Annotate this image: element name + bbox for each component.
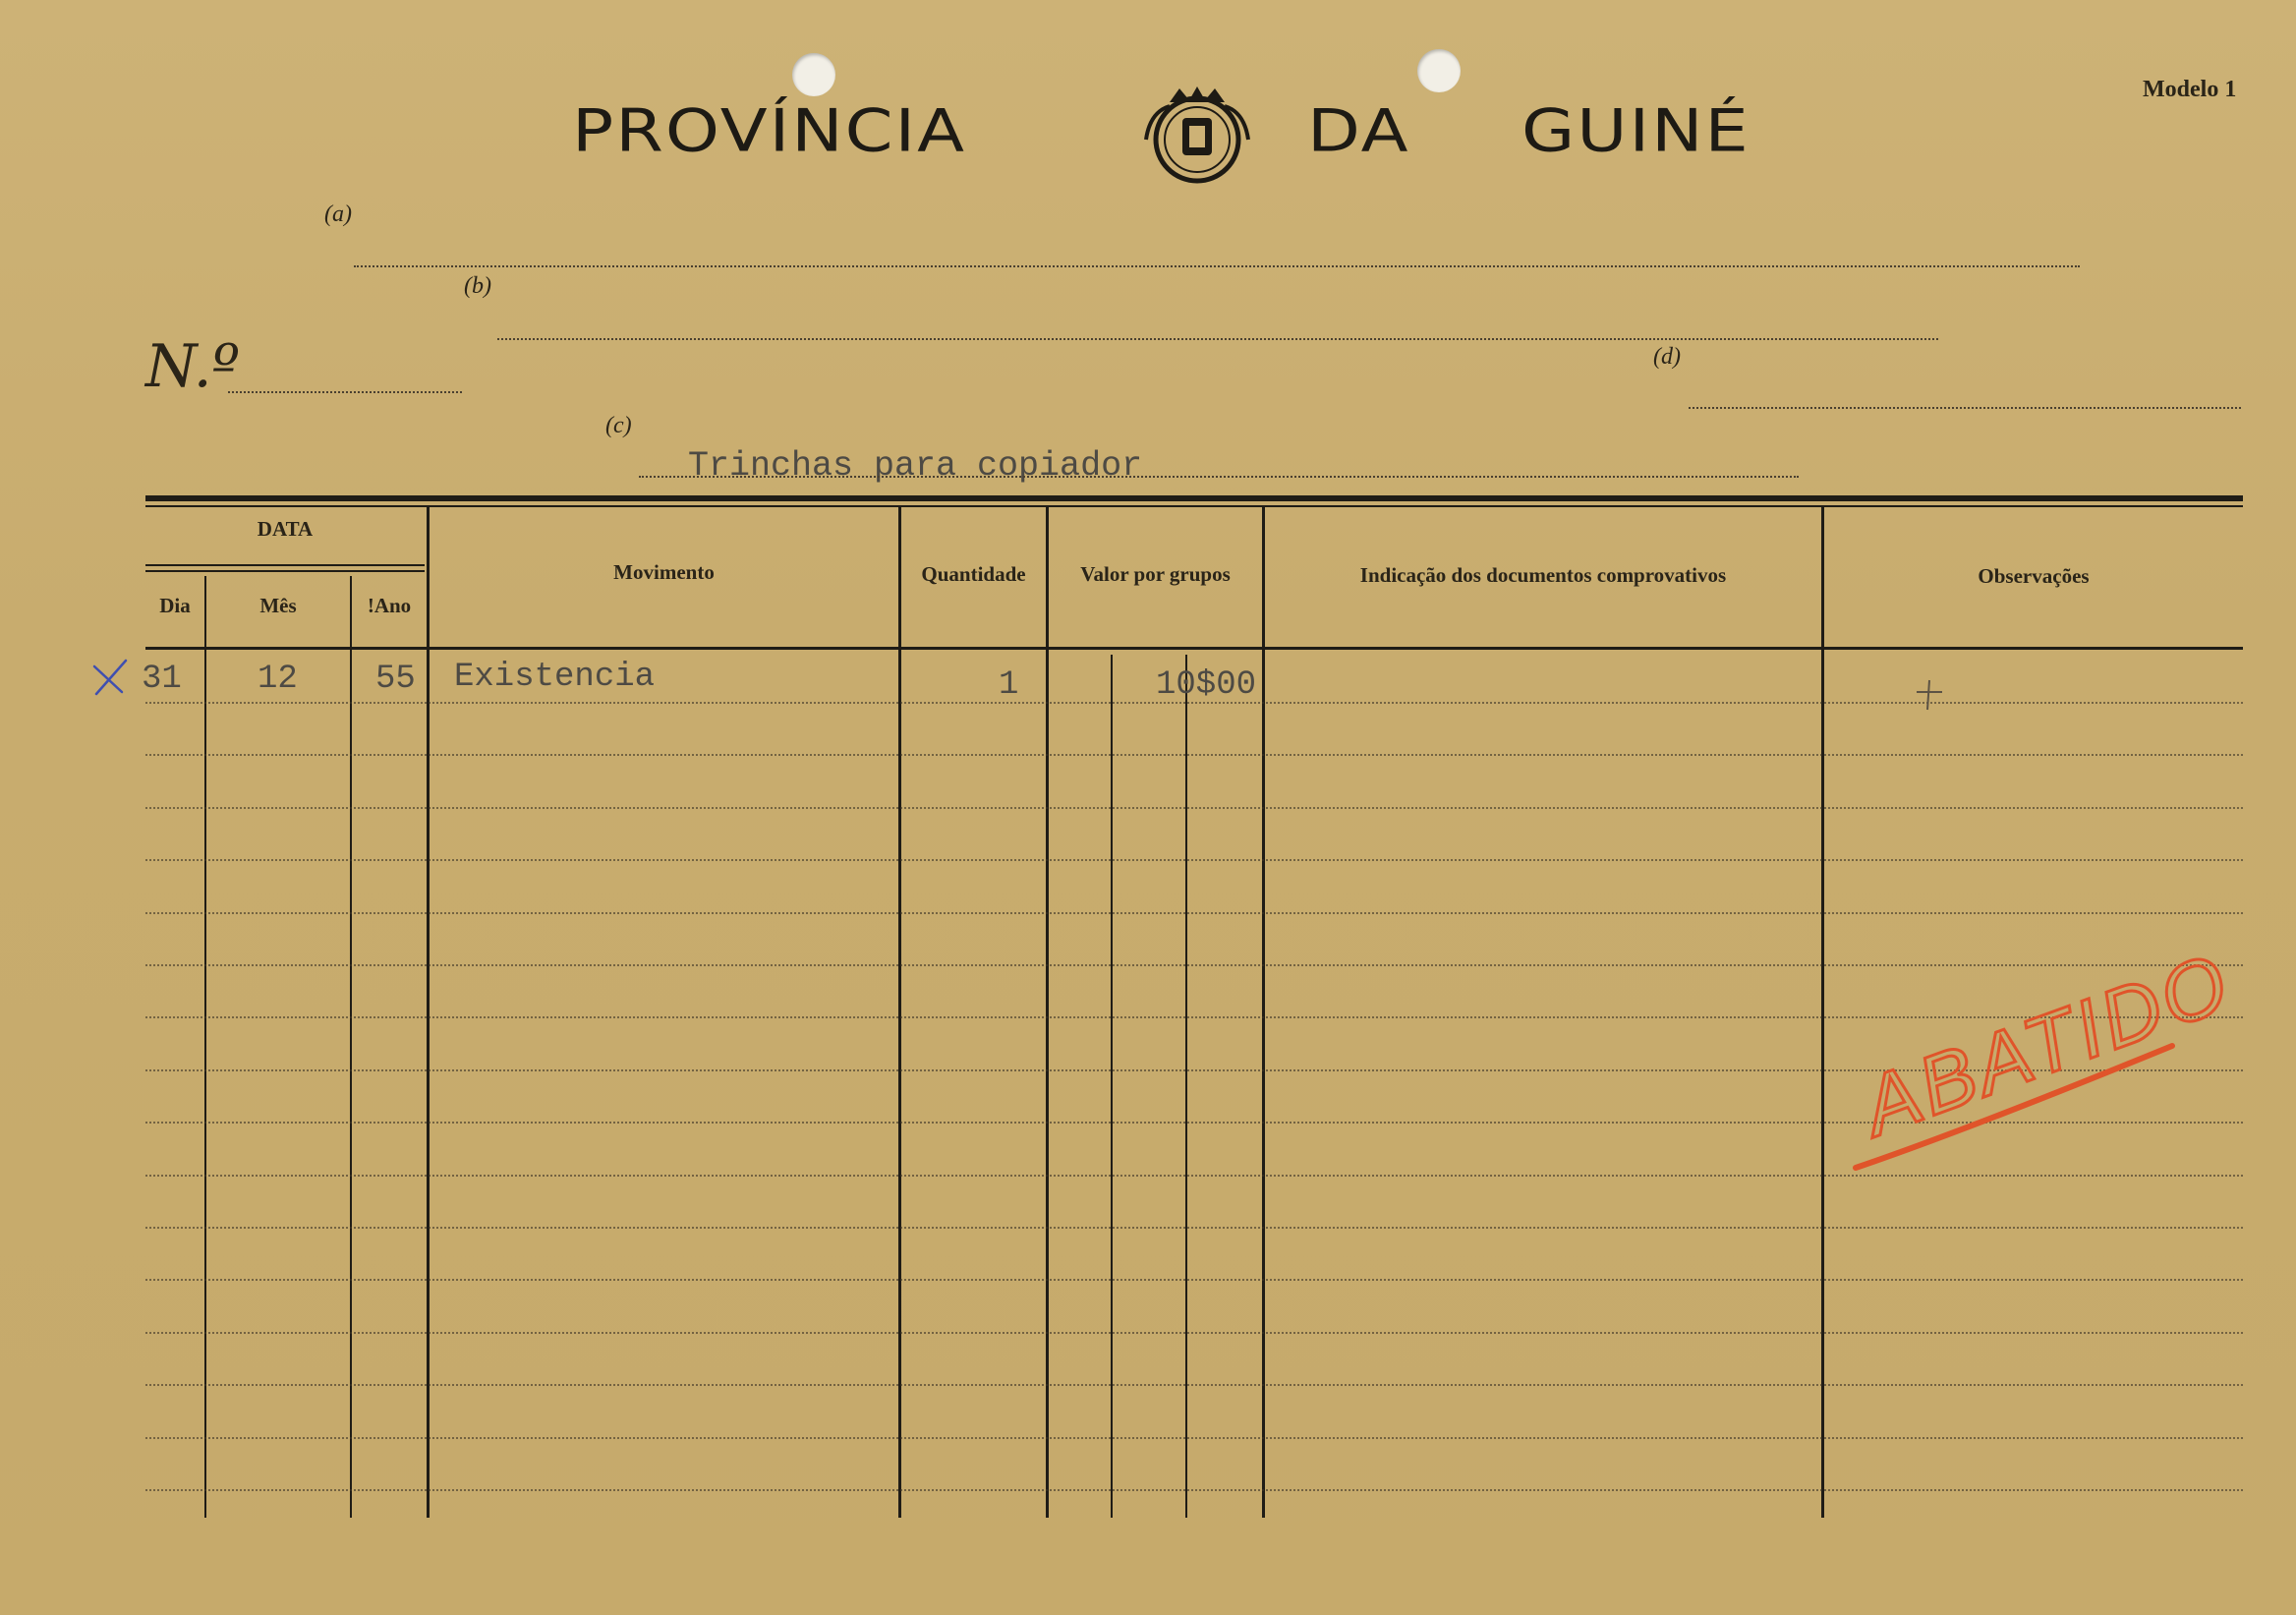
field-line-c <box>639 476 1799 478</box>
col-sep-valor-b <box>1185 655 1187 1518</box>
header-mes: Mês <box>259 594 297 617</box>
numero-label: N.º <box>145 332 240 401</box>
field-marker-b: (b) <box>464 273 491 299</box>
header-bottom-rule <box>145 647 2243 650</box>
plus-mark-icon <box>1913 678 1946 712</box>
model-label: Modelo 1 <box>2143 77 2237 102</box>
cell-mes: 12 <box>258 661 298 698</box>
field-line-b <box>497 338 1938 340</box>
field-marker-c: (c) <box>605 413 632 438</box>
title-provincia: PROVÍNCIA <box>572 96 967 165</box>
data-group-rule-2 <box>145 570 425 572</box>
col-sep-quantidade <box>1046 507 1049 1518</box>
abatido-stamp <box>1848 934 2243 1189</box>
table-top-rule-thin <box>145 505 2243 507</box>
header-quantidade: Quantidade <box>921 562 1026 586</box>
row-line <box>145 859 2243 861</box>
col-sep-dia <box>204 576 206 1518</box>
cell-dia: 31 <box>142 661 182 698</box>
header-valor: Valor por grupos <box>1080 562 1231 586</box>
abatido-stamp-text: ABATIDO <box>1850 935 2243 1153</box>
title-guine: GUINÉ <box>1521 96 1751 165</box>
field-marker-d: (d) <box>1653 344 1681 370</box>
row-line <box>145 1489 2243 1491</box>
article-name: Trinchas para copiador <box>688 446 1143 486</box>
numero-line <box>228 391 462 393</box>
row-line <box>145 807 2243 809</box>
table-top-rule-thick <box>145 495 2243 501</box>
pencil-x-mark <box>88 657 132 698</box>
header-ano: !Ano <box>367 594 412 617</box>
col-sep-valor-a <box>1111 655 1113 1518</box>
col-sep-indicacao <box>1821 507 1824 1518</box>
header-dia: Dia <box>159 594 191 617</box>
field-line-a <box>354 265 2080 267</box>
col-sep-movimento <box>898 507 901 1518</box>
cell-quantidade: 1 <box>999 666 1019 704</box>
punch-hole-right <box>1417 49 1461 92</box>
field-line-d <box>1689 407 2241 409</box>
cell-valor: 10$00 <box>1156 666 1257 704</box>
col-sep-valor <box>1262 507 1265 1518</box>
row-line <box>145 912 2243 914</box>
title-da: DA <box>1307 96 1410 165</box>
field-marker-a: (a) <box>324 202 352 227</box>
header-movimento: Movimento <box>613 560 715 584</box>
row-line <box>145 1279 2243 1281</box>
data-group-rule <box>145 564 425 566</box>
col-sep-data <box>427 507 430 1518</box>
header-observacoes: Observações <box>1978 564 2090 588</box>
punch-hole-left <box>792 53 835 96</box>
row-line <box>145 754 2243 756</box>
row-line <box>145 1437 2243 1439</box>
cell-movimento: Existencia <box>454 659 656 696</box>
header-indicacao: Indicação dos documentos comprovativos <box>1359 563 1727 587</box>
header-data: DATA <box>257 517 314 541</box>
cell-ano: 55 <box>375 661 416 698</box>
col-sep-mes <box>350 576 352 1518</box>
row-line <box>145 1227 2243 1229</box>
row-line <box>145 1332 2243 1334</box>
coat-of-arms-icon <box>1140 83 1254 185</box>
row-line <box>145 1384 2243 1386</box>
